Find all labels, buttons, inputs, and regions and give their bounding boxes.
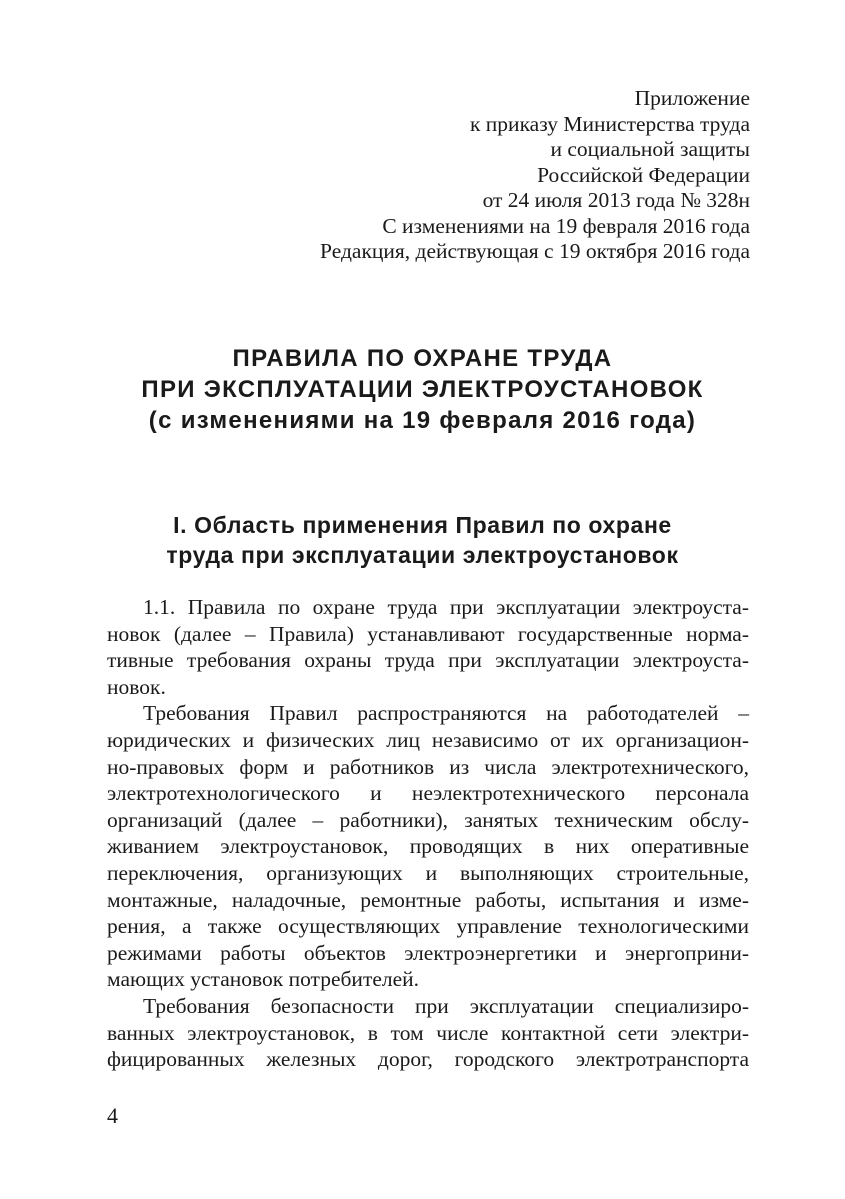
paragraph-line: тивные требования охраны труда при эксплуатации электроуста- (107, 648, 749, 673)
paragraph-line: монтажные, наладочные, ремонтные работы, испытания и изме- (107, 887, 749, 912)
paragraph-line: Требования Правил распространяются на работодателей – (143, 701, 749, 726)
section-heading-line: труда при эксплуатации электроустановок (166, 542, 679, 568)
appendix-line: С изменениями на 19 февраля 2016 года (382, 213, 750, 238)
appendix-line: и социальной защиты (550, 137, 750, 161)
paragraph-line: электротехнологического и неэлектротехнического персонала (107, 781, 749, 806)
paragraph-line: рения, а также осуществляющих управление технологическими (107, 914, 749, 939)
title-line: ПРАВИЛА ПО ОХРАНЕ ТРУДА (232, 345, 613, 372)
title-line: ПРИ ЭКСПЛУАТАЦИИ ЭЛЕКТРОУСТАНОВОК (141, 376, 704, 403)
section-heading (0, 510, 845, 570)
appendix-line: Приложение (634, 86, 750, 110)
paragraph-line: ванных электроустановок, в том числе контактной сети электри- (107, 1020, 749, 1045)
appendix-line: от 24 июля 2013 года № 328н (482, 188, 750, 212)
paragraph-line: но-правовых форм и работников из числа электротехнического, (107, 754, 749, 779)
appendix-line: Российской Федерации (537, 162, 750, 187)
paragraph-line: новок (далее – Правила) устанавливают государственные норма- (107, 621, 749, 646)
paragraph-line: переключения, организующих и выполняющих строительные, (107, 860, 749, 885)
document-title (0, 343, 845, 436)
appendix-line: Редакция, действующая с 19 октября 2016 года (320, 239, 750, 263)
appendix-line: к приказу Министерства труда (469, 111, 750, 136)
paragraph-line: режимами работы объектов электроэнергетики и энергоприни- (107, 940, 749, 965)
paragraph-line: организаций (далее – работники), занятых техническим обслу- (107, 807, 749, 832)
paragraph-line: фицированных железных дорог, городского электротранспорта (107, 1047, 749, 1072)
title-line: (с изменениями на 19 февраля 2016 года) (148, 407, 697, 434)
paragraph-line: живанием электроустановок, проводящих в них оперативные (107, 834, 749, 859)
paragraph-line: юридических и физических лиц независимо от их организацион- (107, 727, 749, 752)
body-text (107, 594, 749, 1073)
appendix-header (320, 86, 750, 265)
page-number: 4 (107, 1103, 118, 1128)
paragraph-line: Требования безопасности при эксплуатации специализиро- (143, 993, 749, 1018)
paragraph-line: мающих установок потребителей. (107, 967, 420, 992)
section-heading-line: I. Область применения Правил по охране (173, 512, 672, 538)
paragraph-line: 1.1. Правила по охране труда при эксплуатации электроуста- (143, 595, 749, 619)
paragraph-line: новок. (107, 674, 166, 699)
